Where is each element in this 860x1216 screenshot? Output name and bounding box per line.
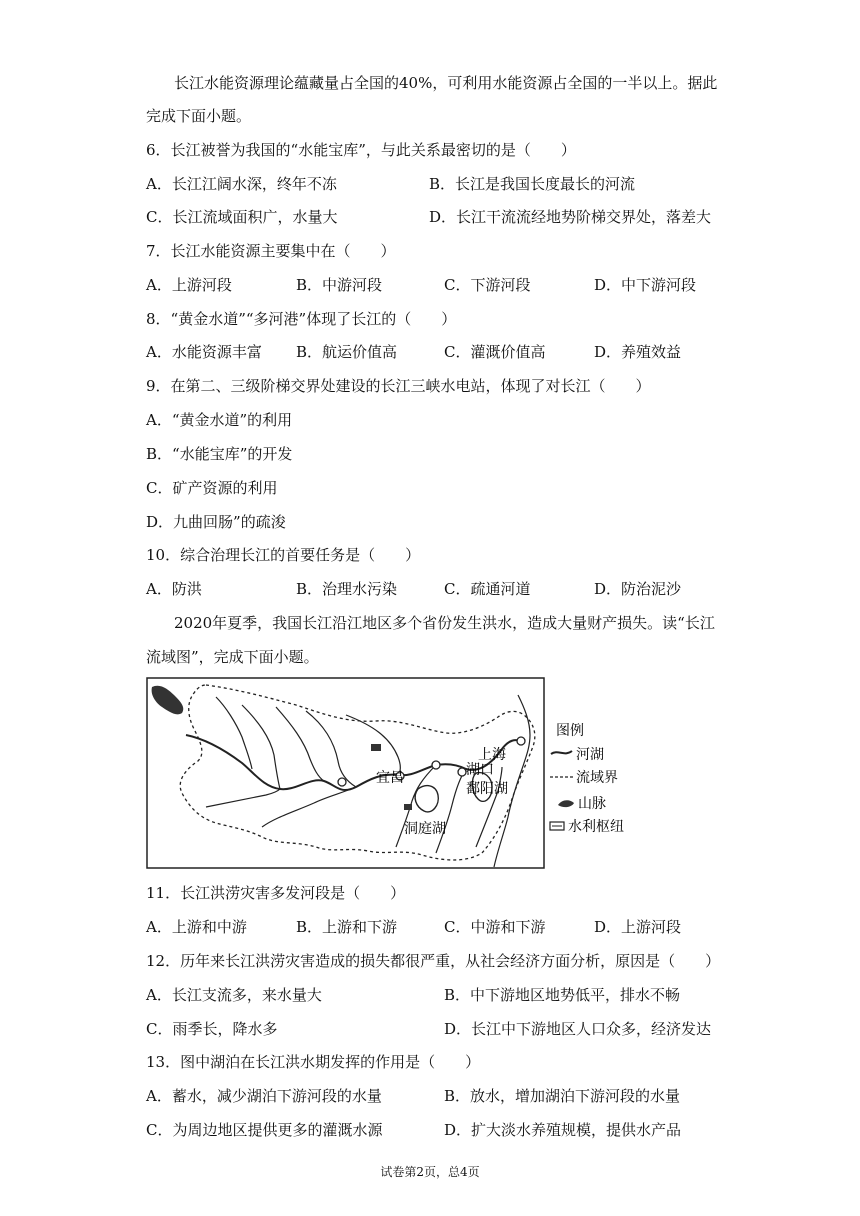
answer-option: A．长江江阔水深，终年不冻 (146, 175, 337, 193)
answer-option: D．九曲回肠”的疏浚 (146, 513, 286, 531)
question-stem: 8．“黄金水道”“多河港”体现了长江的（ ） (146, 310, 457, 328)
legend-river-icon (551, 751, 572, 754)
answer-option: C．为周边地区提供更多的灌溉水源 (146, 1121, 383, 1139)
answer-option: C．雨季长，降水多 (146, 1020, 278, 1038)
answer-option: B．上游和下游 (296, 918, 398, 936)
hydro-junction-icon (371, 744, 381, 751)
answer-option: D．防治泥沙 (594, 580, 682, 598)
city-marker (517, 737, 525, 745)
answer-option: D．养殖效益 (594, 343, 682, 361)
question-stem: 11．长江洪涝灾害多发河段是（ ） (146, 884, 406, 902)
map-label-yichang: 宜昌 (376, 770, 404, 786)
intro-paragraph-line: 2020年夏季，我国长江沿江地区多个省份发生洪水，造成大量财产损失。读“长江 (174, 614, 715, 632)
city-marker (338, 778, 346, 786)
answer-option: D．中下游河段 (594, 276, 697, 294)
answer-option: A．上游河段 (146, 276, 232, 294)
legend-item: 水利枢纽 (568, 819, 624, 835)
question-stem: 6．长江被誉为我国的“水能宝库”，与此关系最密切的是（ ） (146, 141, 576, 159)
question-stem: 10．综合治理长江的首要任务是（ ） (146, 546, 421, 564)
map-label-dongting: 洞庭湖 (404, 821, 446, 837)
answer-option: D．长江干流流经地势阶梯交界处，落差大 (429, 208, 712, 226)
intro-paragraph-line: 流域图”，完成下面小题。 (146, 648, 319, 666)
map-label-shanghai: 上海 (478, 747, 506, 763)
answer-option: B．中游河段 (296, 276, 383, 294)
answer-option: B．长江是我国长度最长的河流 (429, 175, 636, 193)
answer-option: A．防洪 (146, 580, 202, 598)
answer-option: C．长江流域面积广，水量大 (146, 208, 338, 226)
answer-option: B．放水，增加湖泊下游河段的水量 (444, 1087, 681, 1105)
answer-option: A．“黄金水道”的利用 (146, 411, 293, 429)
answer-option: B．中下游地区地势低平，排水不畅 (444, 986, 681, 1004)
answer-option: D．长江中下游地区人口众多，经济发达 (444, 1020, 712, 1038)
answer-option: A．上游和中游 (146, 918, 247, 936)
question-stem: 7．长江水能资源主要集中在（ ） (146, 242, 396, 260)
question-stem: 13．图中湖泊在长江洪水期发挥的作用是（ ） (146, 1053, 481, 1071)
answer-option: C．灌溉价值高 (444, 343, 546, 361)
map-label-poyang: 鄱阳湖 (466, 781, 508, 797)
hydro-junction-icon (404, 804, 412, 810)
answer-option: C．下游河段 (444, 276, 531, 294)
answer-option: A．水能资源丰富 (146, 343, 262, 361)
page-footer: 试卷第2页，总4页 (380, 1165, 480, 1179)
intro-paragraph-line: 长江水能资源理论蕴藏量占全国的40%，可利用水能资源占全国的一半以上。据此 (174, 74, 718, 92)
answer-option: A．蓄水，减少湖泊下游河段的水量 (146, 1087, 382, 1105)
answer-option: D．扩大淡水养殖规模，提供水产品 (444, 1121, 682, 1139)
answer-option: C．疏通河道 (444, 580, 531, 598)
city-marker (458, 768, 466, 776)
question-stem: 9．在第二、三级阶梯交界处建设的长江三峡水电站，体现了对长江（ ） (146, 377, 651, 395)
map-label-hukou: 湖口 (466, 762, 494, 778)
intro-paragraph-line: 完成下面小题。 (146, 107, 252, 125)
answer-option: D．上游河段 (594, 918, 682, 936)
answer-option: B．治理水污染 (296, 580, 398, 598)
answer-option: A．长江支流多，来水量大 (146, 986, 322, 1004)
legend-title: 图例 (556, 723, 584, 739)
city-marker (432, 761, 440, 769)
answer-option: C．矿产资源的利用 (146, 479, 278, 497)
legend-item: 流域界 (576, 770, 618, 786)
answer-option: B．航运价值高 (296, 343, 398, 361)
answer-option: B．“水能宝库”的开发 (146, 445, 293, 463)
question-stem: 12．历年来长江洪涝灾害造成的损失都很严重，从社会经济方面分析，原因是（ ） (146, 952, 721, 970)
yangtze-basin-map (146, 677, 646, 870)
legend-mountain-icon (558, 800, 574, 807)
legend-item: 河湖 (576, 747, 604, 763)
answer-option: C．中游和下游 (444, 918, 546, 936)
legend-item: 山脉 (578, 796, 606, 812)
